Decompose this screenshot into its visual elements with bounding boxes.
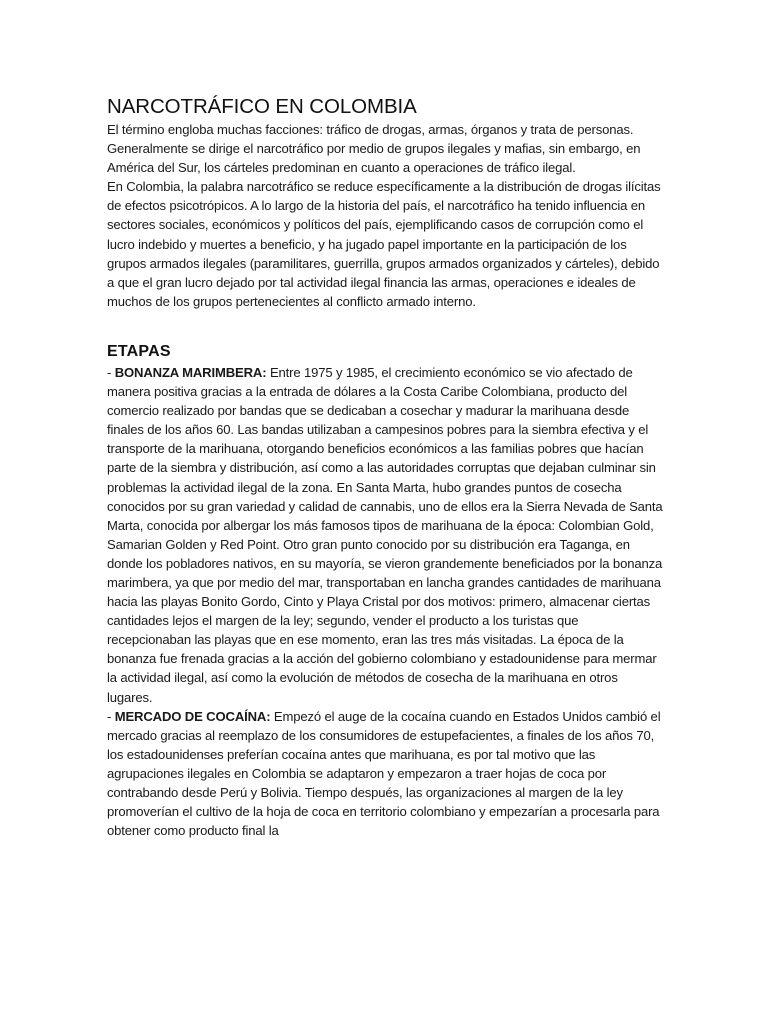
colombia-paragraph: En Colombia, la palabra narcotráfico se reduce específicamente a la distribución de drogas ilícitas de efectos psicotrópicos. A lo largo de la historia del país, el narcotráfico ha tenido influencia en sectores sociales, económicos y políticos del país, ejemplificando casos de corrupción como el lucro indebido y muertes a beneficio, y ha jugado papel importante en la participación de los grupos armados ilegales (paramilitares, guerrilla, grupos armados organizados y cárteles), debido a que el gran lucro dejado por tal actividad ilegal financia las armas, operaciones e ideales de muchos de los grupos pertenecientes al conflicto armado interno. <box>107 179 661 309</box>
stage-text-bonanza-marimbera: Entre 1975 y 1985, el crecimiento económico se vio afectado de manera positiva gracias a la entrada de dólares a la Costa Caribe Colombiana, producto del comercio realizado por bandas que se dedicaban a cosechar y madurar la marihuana desde finales de los años 60. Las bandas utilizaban a campesinos pobres para la siembra efectiva y el transporte de la marihuana, otorgando beneficios económicos a las familias pobres que hacían parte de la siembra y distribución, así como a las autoridades corruptas que dejaban culminar sin problemas la actividad ilegal de la zona. En Santa Marta, hubo grandes puntos de cosecha conocidos por su gran variedad y calidad de cannabis, uno de ellos era la Sierra Nevada de Santa Marta, conocida por albergar los más famosos tipos de marihuana de la época: Colombian Gold, Samarian Golden y Red Point. Otro gran punto conocido por su distribución era Taganga, en donde los pobladores nativos, en su mayoría, se vieron grandemente beneficiados por la bonanza marimbera, ya que por medio del mar, transportaban en lancha grandes cantidades de marihuana hacia las playas Bonito Gordo, Cinto y Playa Cristal por dos motivos: primero, almacenar ciertas cantidades lejos el margen de la ley; segundo, vender el producto a los turistas que recepcionaban las playas que en ese momento, eran las tres más visitadas. La época de la bonanza fue frenada gracias a la acción del gobierno colombiano y estadounidense para mermar la actividad ilegal, así como la evolución de métodos de cosecha de la marihuana en otros lugares. <box>107 364 663 705</box>
intro-paragraph: El término engloba muchas facciones: tráfico de drogas, armas, órganos y trata de personas. Generalmente se dirige el narcotráfico por medio de grupos ilegales y mafias, sin embargo, en América del Sur, los cárteles predominan en cuanto a operaciones de tráfico ilegal. <box>107 122 641 176</box>
stage-text-mercado-cocaina: Empezó el auge de la cocaína cuando en Estados Unidos cambió el mercado gracias al reemplazo de los consumidores de estupefacientes, a finales de los años 70, los estadounidenses preferían cocaína antes que marihuana, es por tal motivo que las agrupaciones ilegales en Colombia se adaptaron y empezaron a traer hojas de coca por contrabando desde Perú y Bolivia. Tiempo después, las organizaciones al margen de la ley promoverían el cultivo de la hoja de coca en territorio colombiano y empezarían a procesarla para obtener como producto final la <box>107 708 661 839</box>
stage-label-mercado-cocaina: MERCADO DE COCAÍNA: <box>114 708 271 724</box>
document-title: NARCOTRÁFICO EN COLOMBIA <box>107 95 417 118</box>
stage-paragraph-bonanza-marimbera <box>107 363 663 707</box>
stage-paragraph-mercado-cocaina <box>107 707 663 841</box>
stage-prefix: - <box>107 364 115 380</box>
stage-prefix: - <box>107 708 115 724</box>
stage-label-bonanza-marimbera: BONANZA MARIMBERA: <box>114 364 267 380</box>
section-heading-etapas: ETAPAS <box>107 342 171 360</box>
document-body <box>107 94 663 840</box>
